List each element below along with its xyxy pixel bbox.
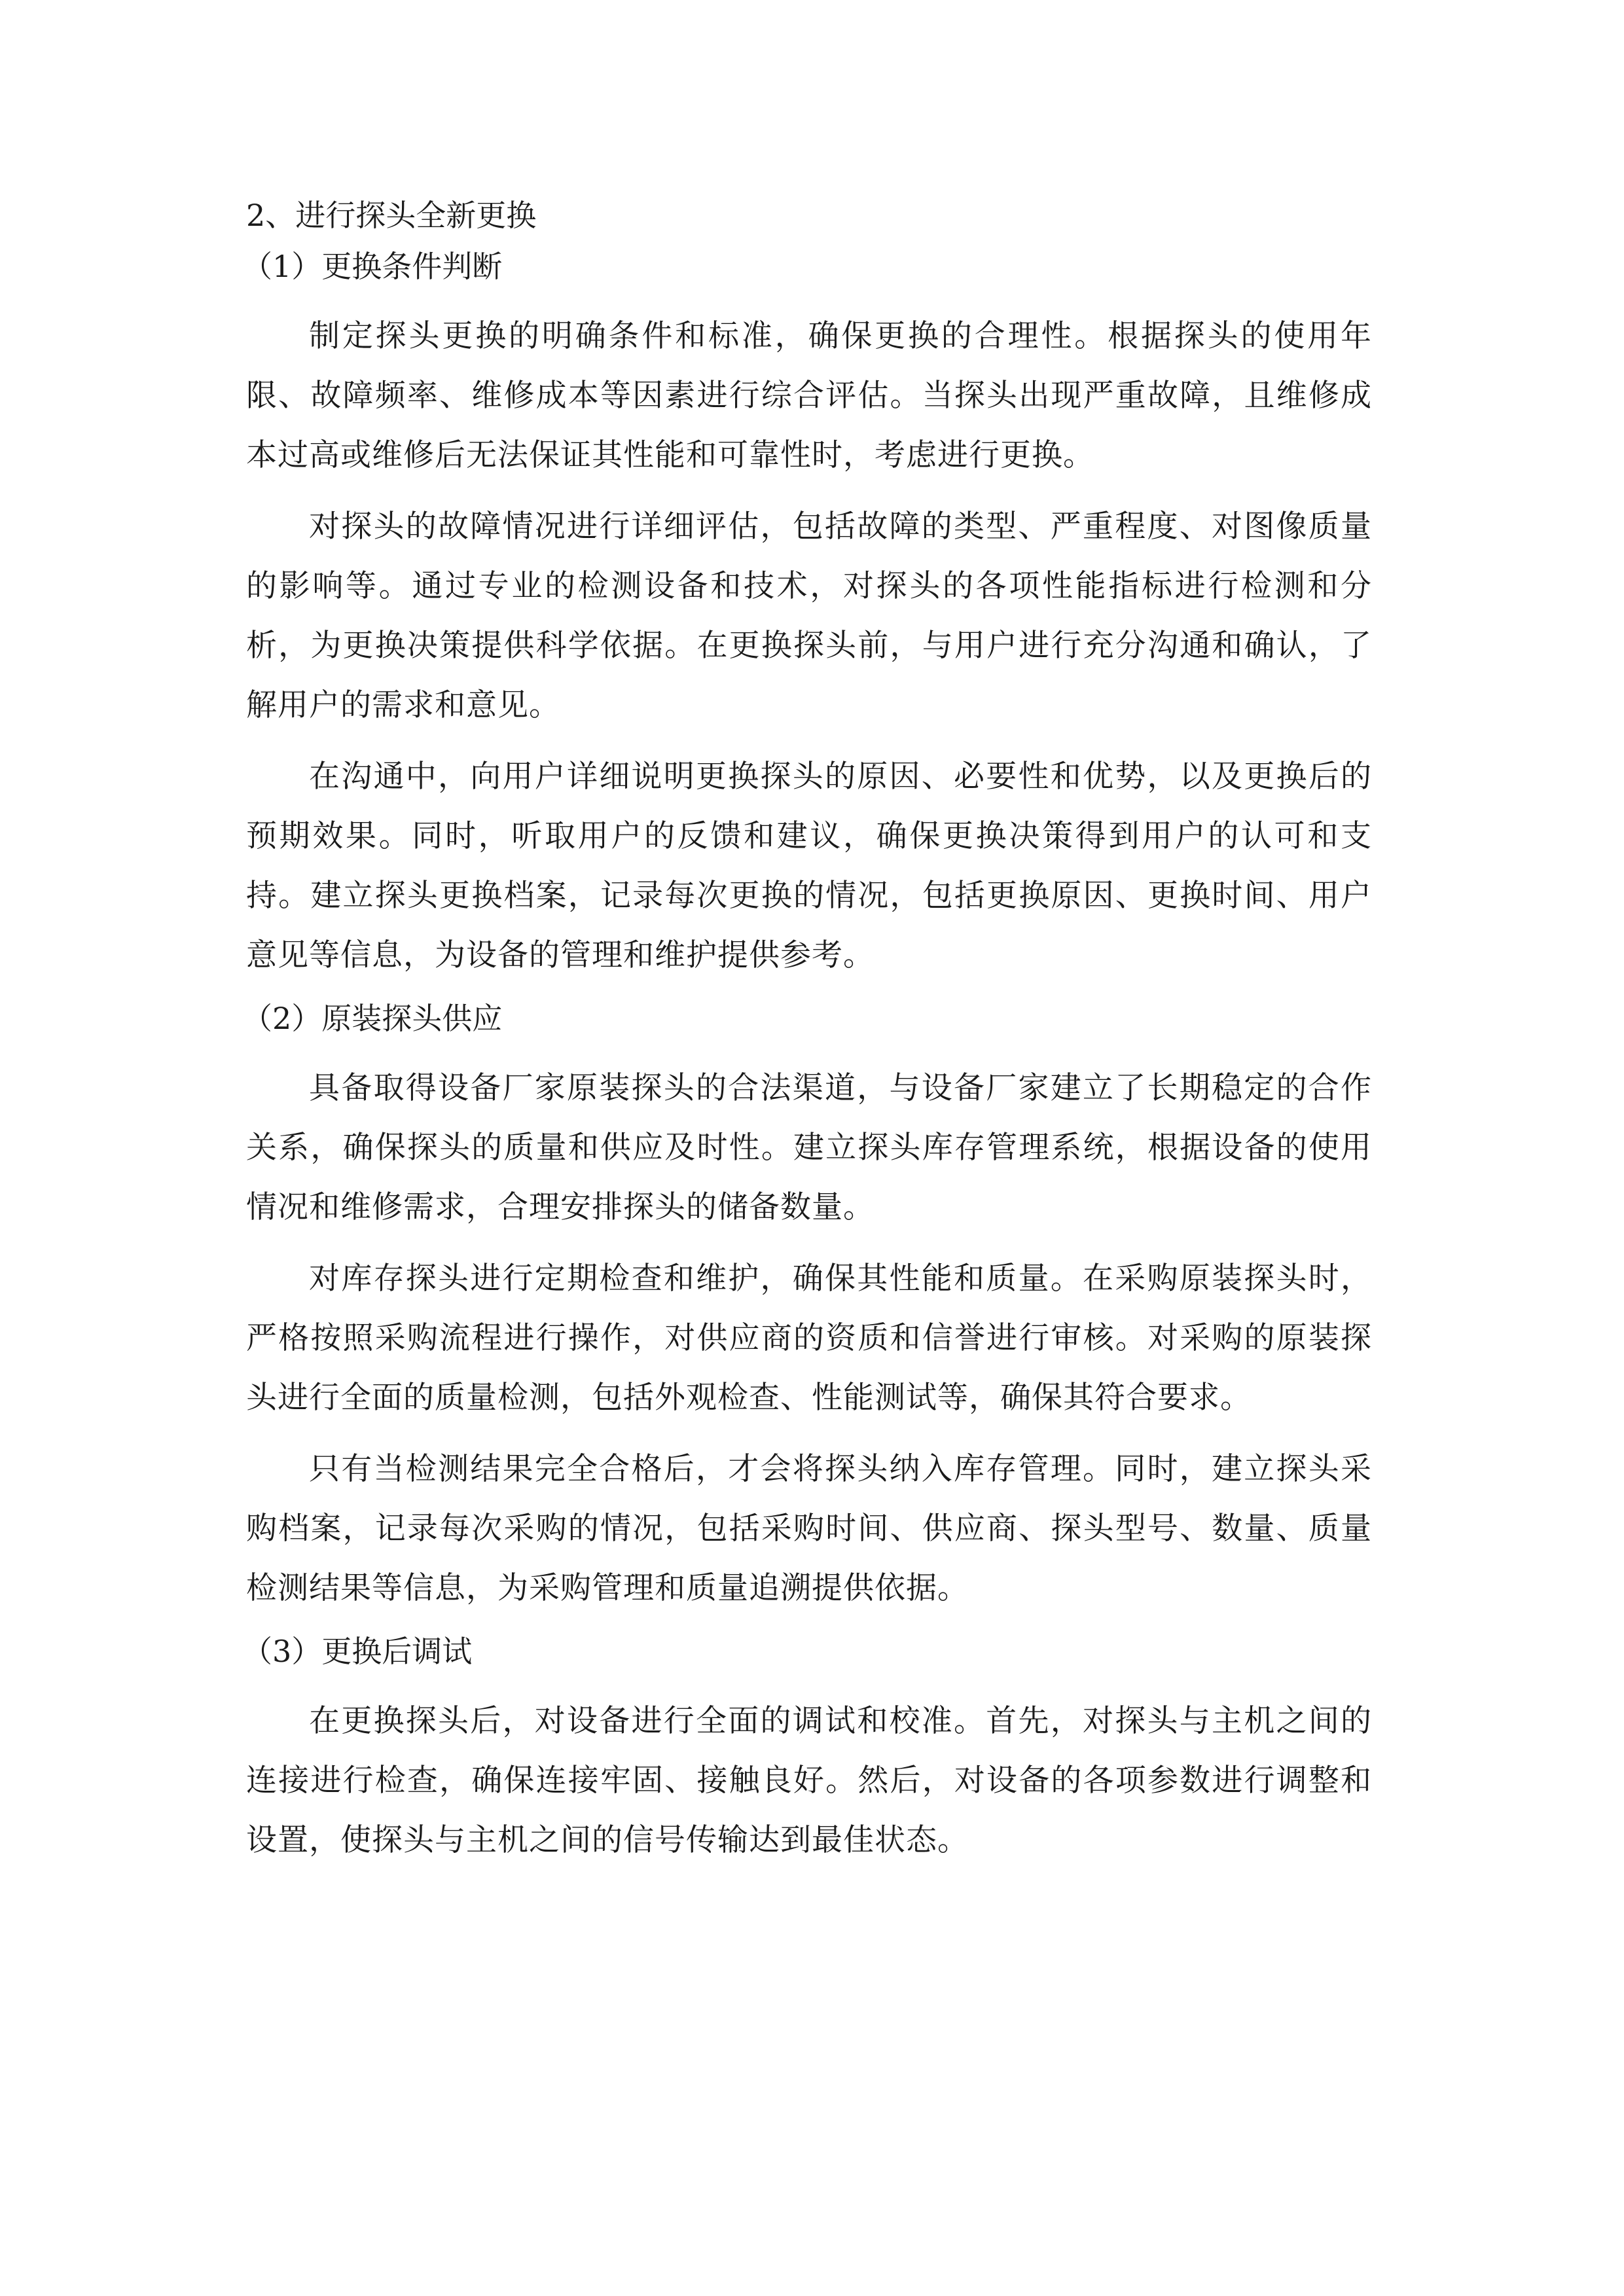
paragraph: 具备取得设备厂家原装探头的合法渠道，与设备厂家建立了长期稳定的合作关系，确保探头的质量和供应及时性。建立探头库存管理系统，根据设备的使用情况和维修需求，合理安排探头的储备数量。 bbox=[246, 1070, 1372, 1225]
subsection-heading-3: （3）更换后调试 bbox=[242, 1634, 473, 1669]
paragraph: 在沟通中，向用户详细说明更换探头的原因、必要性和优势，以及更换后的预期效果。同时，听取用户的反馈和建议，确保更换决策得到用户的认可和支持。建立探头更换档案，记录每次更换的情况，包括更换原因、更换时间、用户意见等信息，为设备的管理和维护提供参考。 bbox=[246, 759, 1372, 973]
paragraph: 对库存探头进行定期检查和维护，确保其性能和质量。在采购原装探头时，严格按照采购流程进行操作，对供应商的资质和信誉进行审核。对采购的原装探头进行全面的质量检测，包括外观检查、性能测试等，确保其符合要求。 bbox=[246, 1261, 1372, 1416]
paragraph: 在更换探头后，对设备进行全面的调试和校准。首先，对探头与主机之间的连接进行检查，确保连接牢固、接触良好。然后，对设备的各项参数进行调整和设置，使探头与主机之间的信号传输达到最佳状态。 bbox=[246, 1703, 1372, 1858]
document-body bbox=[242, 194, 1372, 1882]
paragraph: 制定探头更换的明确条件和标准，确保更换的合理性。根据探头的使用年限、故障频率、维修成本等因素进行综合评估。当探头出现严重故障，且维修成本过高或维修后无法保证其性能和可靠性时，考虑进行更换。 bbox=[246, 318, 1372, 473]
subsection-heading-2: （2）原装探头供应 bbox=[242, 1001, 503, 1036]
section-title: 2、进行探头全新更换 bbox=[246, 198, 537, 233]
paragraph: 只有当检测结果完全合格后，才会将探头纳入库存管理。同时，建立探头采购档案，记录每次采购的情况，包括采购时间、供应商、探头型号、数量、质量检测结果等信息，为采购管理和质量追溯提供依据。 bbox=[246, 1451, 1372, 1606]
subsection-heading-1: （1）更换条件判断 bbox=[242, 249, 503, 284]
paragraph: 对探头的故障情况进行详细评估，包括故障的类型、严重程度、对图像质量的影响等。通过专业的检测设备和技术，对探头的各项性能指标进行检测和分析，为更换决策提供科学依据。在更换探头前，与用户进行充分沟通和确认，了解用户的需求和意见。 bbox=[246, 509, 1372, 723]
